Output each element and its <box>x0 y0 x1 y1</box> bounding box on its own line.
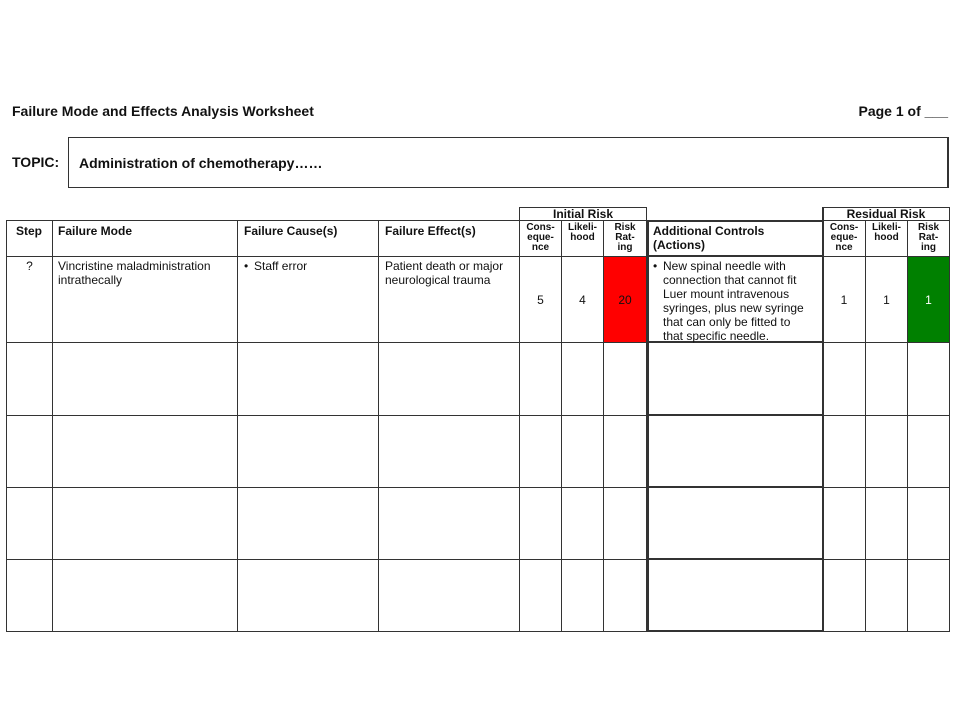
col-header-step: Step <box>16 224 43 238</box>
col-header-failure-cause: Failure Cause(s) <box>244 224 338 238</box>
residual-risk-heading: Residual Risk <box>846 207 926 221</box>
col-header-residual-consequence: Cons- eque- nce <box>829 222 859 253</box>
topic-value: Administration of chemotherapy…… <box>79 155 323 171</box>
initial-likelihood-value: 4 <box>579 293 586 307</box>
col-line-8 <box>822 207 824 631</box>
controls-header-bottom <box>647 255 823 257</box>
col-header-initial-risk-rating: Risk Rat- ing <box>614 222 636 253</box>
col-line-0 <box>6 220 7 631</box>
controls-row-line-3 <box>647 486 823 488</box>
col-line-1 <box>52 220 53 631</box>
col-header-initial-consequence: Cons- eque- nce <box>526 222 555 253</box>
controls-left-line <box>647 220 649 631</box>
col-line-4 <box>519 207 520 631</box>
col-line-3 <box>378 220 379 631</box>
residual-likelihood-value: 1 <box>883 293 890 307</box>
failure-effect-cell: Patient death or major neurological trauma <box>385 259 504 287</box>
list-item: • New spinal needle with connection that cannot fit Luer mount intravenous syringes, plus new syringe that can only be fitted to that specific needle. <box>653 259 821 343</box>
col-header-residual-likelihood: Likeli- hood <box>872 222 901 243</box>
initial-consequence-value: 5 <box>537 293 544 307</box>
failure-mode-cell: Vincristine maladministration intrathecally <box>58 259 211 287</box>
page-indicator: Page 1 of ___ <box>858 103 948 119</box>
col-line-5 <box>561 220 562 631</box>
controls-row-line-2 <box>647 414 823 416</box>
topic-box <box>68 137 949 188</box>
col-line-9 <box>865 220 866 631</box>
list-item: • Staff error <box>244 259 307 273</box>
initial-risk-rating-value: 20 <box>618 293 632 307</box>
col-header-failure-effect: Failure Effect(s) <box>385 224 476 238</box>
col-line-2 <box>237 220 238 631</box>
failure-cause-cell <box>244 259 307 273</box>
residual-consequence-value: 1 <box>840 293 848 307</box>
col-header-initial-likelihood: Likeli- hood <box>568 222 597 243</box>
col-line-6 <box>603 220 604 631</box>
col-header-residual-risk-rating: Risk Rat- ing <box>917 222 940 253</box>
controls-row-line-4 <box>647 558 823 560</box>
topic-label: TOPIC: <box>12 154 60 170</box>
worksheet-title: Failure Mode and Effects Analysis Worksheet <box>12 103 314 119</box>
col-header-failure-mode: Failure Mode <box>58 224 133 238</box>
step-cell: ? <box>26 259 33 273</box>
col-header-additional-controls: Additional Controls (Actions) <box>653 224 765 252</box>
col-line-11 <box>949 207 950 631</box>
controls-row-line-5 <box>647 630 823 632</box>
initial-risk-heading: Initial Risk <box>552 207 614 221</box>
controls-header-top <box>647 220 823 222</box>
residual-risk-rating-value: 1 <box>925 293 932 307</box>
col-line-10 <box>907 220 908 631</box>
additional-controls-cell <box>653 259 821 343</box>
